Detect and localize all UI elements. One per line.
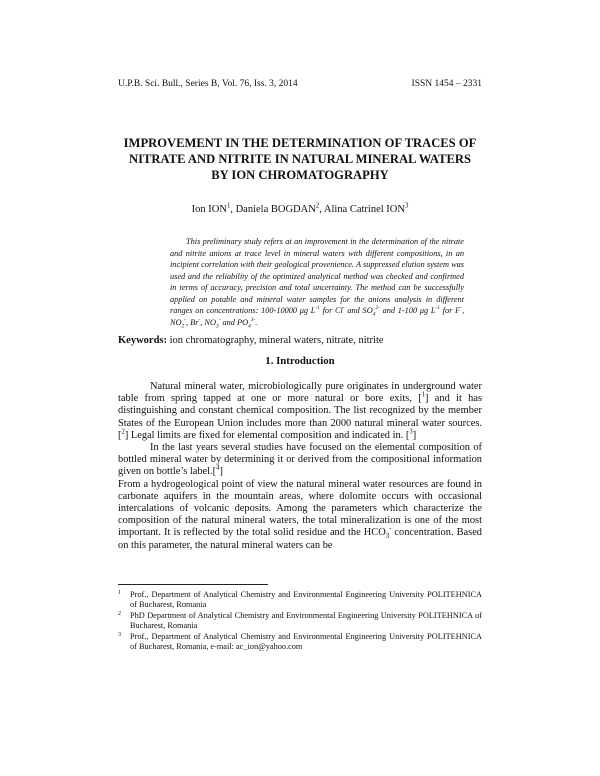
author-list bbox=[0, 204, 600, 215]
abstract-sup: - bbox=[460, 305, 462, 312]
footnote-2 bbox=[118, 611, 482, 632]
abstract-chunk: , NO bbox=[200, 317, 216, 327]
citation-ref: 3 bbox=[409, 428, 413, 436]
abstract-body: This preliminary study refers at an improvement in the determination of the nitrate and nitrite anions at trace level in mineral waters with different compositions, in an incipient correlation with their geological provenience. A suppressed elution system was used and the reliability of the optimized analytical method was checked and confirmed in terms of accuracy, precision and total uncertainty. The method can be successfully applied on potable and mineral water samples for the anions analysis in different ranges on concentrations: 100-10000 μg L bbox=[170, 237, 464, 315]
paragraph-3 bbox=[118, 479, 482, 552]
citation-ref: 1 bbox=[421, 391, 426, 399]
author-2: , Daniela BOGDAN bbox=[230, 204, 316, 215]
author-3: , Alina Catrinel ION bbox=[319, 204, 405, 215]
author-2-affil: 2 bbox=[315, 202, 320, 210]
superscript: - bbox=[389, 525, 392, 533]
abstract-chunk: , NO bbox=[170, 306, 465, 327]
abstract-sub: 3 bbox=[215, 323, 219, 330]
title-line-2: NITRATE AND NITRITE IN NATURAL MINERAL WATERS bbox=[129, 152, 471, 166]
section-heading: 1. Introduction bbox=[265, 355, 335, 367]
footnote-mark: 1 bbox=[118, 590, 121, 596]
abstract-sup: 2- bbox=[375, 305, 380, 312]
abstract-chunk: . bbox=[255, 317, 258, 327]
abstract-sub: 4 bbox=[372, 311, 376, 318]
footnote-text: PhD Department of Analytical Chemistry and Environmental Engineering University POLITEHNICA of Bucharest, Romania bbox=[130, 610, 482, 631]
journal-citation: U.P.B. Sci. Bull., Series B, Vol. 76, Iss. 3, 2014 bbox=[118, 79, 298, 89]
abstract-sup: -1 bbox=[435, 305, 440, 312]
abstract-sub: 4 bbox=[248, 323, 251, 330]
running-header bbox=[118, 79, 482, 89]
footnote-text: Prof., Department of Analytical Chemistry and Environmental Engineering University POLITEHNICA of Bucharest, Romania, e-mail: ac_ion@yahoo.com bbox=[130, 631, 482, 652]
abstract bbox=[170, 236, 464, 328]
text-run: ] and it has distinguishing and constant chemical composition. The list recognized by the member States of the European Union includes more than 2000 natural mineral water sources. [ bbox=[118, 393, 482, 441]
text-run: concentration. Based on this parameter, the natural mineral waters can be bbox=[118, 527, 483, 551]
citation-ref: 4 bbox=[216, 464, 220, 472]
abstract-sup: - bbox=[198, 316, 201, 323]
abstract-text bbox=[170, 236, 464, 328]
abstract-chunk: and SO bbox=[344, 306, 373, 315]
text-run: ] bbox=[219, 466, 223, 478]
author-1-affil: 1 bbox=[226, 202, 231, 210]
paragraph-1 bbox=[118, 381, 482, 442]
issn: ISSN 1454 – 2331 bbox=[411, 79, 482, 89]
title-line-3: BY ION CHROMATOGRAPHY bbox=[211, 168, 389, 182]
title-line-1: IMPROVEMENT IN THE DETERMINATION OF TRACES OF bbox=[123, 136, 477, 150]
abstract-sup: - bbox=[184, 316, 187, 323]
footnotes bbox=[118, 590, 482, 652]
text-run: ] Legal limits are fixed for elemental composition and indicated in. [ bbox=[124, 429, 410, 441]
abstract-sup: - bbox=[342, 305, 345, 312]
author-3-affil: 3 bbox=[404, 202, 409, 210]
footnote-mark: 3 bbox=[118, 631, 121, 638]
footnote-1 bbox=[118, 590, 482, 611]
text-run: Natural mineral water, microbiologically pure originates in underground water table from spring tapped at one or more natural or bore exits, [ bbox=[118, 381, 482, 405]
footnote-3 bbox=[118, 632, 482, 653]
abstract-chunk: for F bbox=[439, 306, 461, 315]
abstract-sup: -1 bbox=[315, 305, 320, 312]
footnote-text: Prof., Department of Analytical Chemistry and Environmental Engineering University POLITEHNICA of Bucharest, Romania bbox=[130, 590, 482, 610]
paper-title bbox=[90, 135, 510, 183]
abstract-sup: - bbox=[218, 316, 221, 323]
paragraph-2 bbox=[118, 442, 482, 479]
abstract-sup: 3- bbox=[250, 316, 256, 323]
abstract-chunk: for Cl bbox=[319, 306, 343, 315]
body-text bbox=[118, 381, 482, 552]
keywords bbox=[118, 335, 482, 346]
citation-ref: 2 bbox=[121, 428, 125, 436]
subscript: 3 bbox=[385, 533, 390, 541]
text-run: In the last years several studies have focused on the elemental composition of bottled mineral water by determining it or derived from the compositional information given on bottle’s label.[ bbox=[118, 442, 482, 478]
keywords-label: Keywords: bbox=[118, 335, 167, 346]
text-run: ] bbox=[412, 429, 417, 441]
author-1: Ion ION bbox=[191, 204, 227, 215]
text-run: From a hydrogeological point of view the natural mineral water resources are found in carbonate aquifers in the mountain areas, where dolomite occurs with occasional intercalations of volcanic deposits. Among the parameters which characterize the composition of the natural mineral waters, the total mineralization is one of the most important. It is reflected by the total solid residue and the HCO bbox=[118, 478, 482, 539]
abstract-chunk: , Br bbox=[186, 317, 199, 327]
abstract-chunk: and 1-100 μg L bbox=[379, 306, 436, 315]
abstract-sub: 2 bbox=[181, 323, 185, 330]
footnote-divider bbox=[118, 584, 268, 585]
abstract-chunk: and PO bbox=[220, 317, 249, 327]
footnote-mark: 2 bbox=[118, 610, 121, 617]
keywords-text: ion chromatography, mineral waters, nitrate, nitrite bbox=[167, 335, 384, 346]
